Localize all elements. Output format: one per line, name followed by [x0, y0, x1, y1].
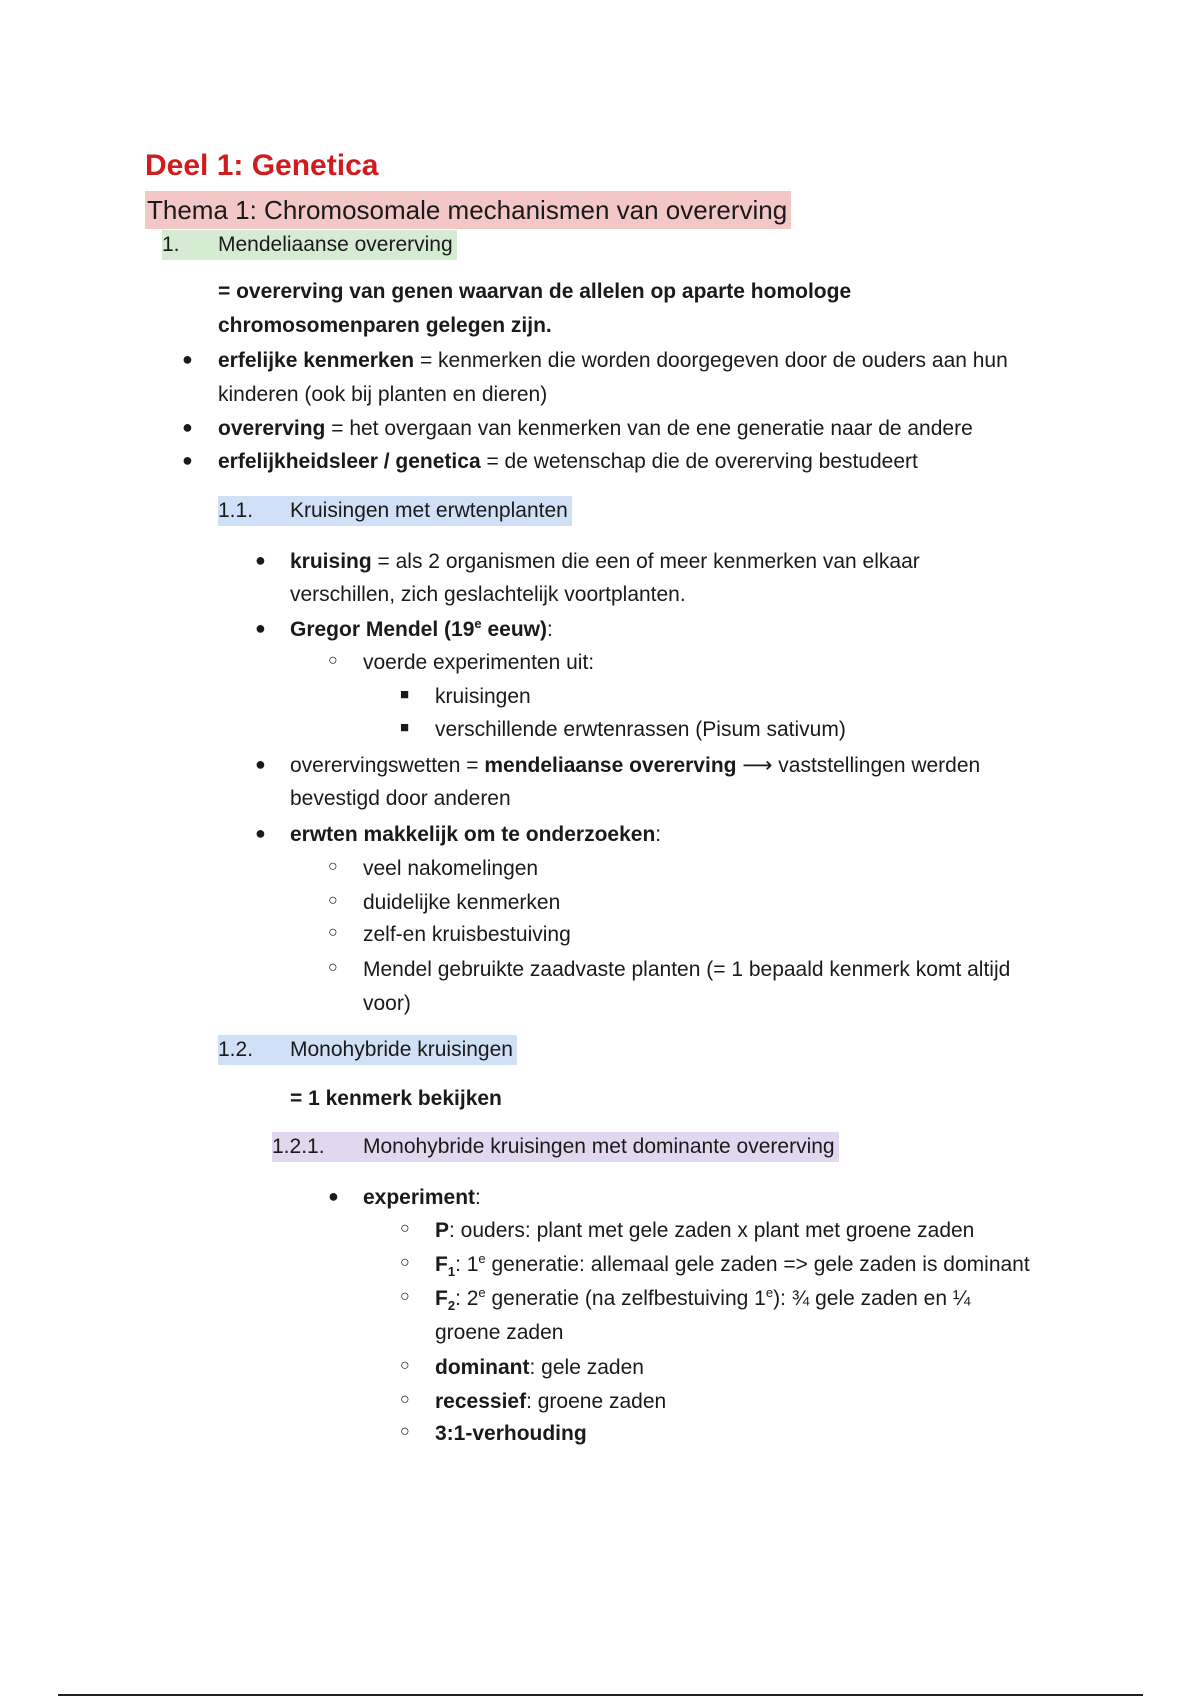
bullet-circle: ○	[328, 924, 338, 941]
bullet-overervingswetten-cont: bevestigd door anderen	[290, 787, 511, 810]
bullet-circle: ○	[328, 858, 338, 875]
bullet-overerving: overerving = het overgaan van kenmerken van de ene generatie naar de andere	[218, 417, 973, 440]
bullet-kruising: kruising = als 2 organismen die een of meer kenmerken van elkaar	[290, 550, 920, 573]
section-1-1-number: 1.1.	[218, 499, 254, 522]
bullet-square: ■	[400, 686, 410, 703]
subbullet-f2-cont: groene zaden	[435, 1321, 564, 1344]
bullet-circle: ○	[400, 1288, 410, 1305]
subbullet-zaadvaste-planten: Mendel gebruikte zaadvaste planten (= 1 bepaald kenmerk komt altijd	[363, 958, 1011, 981]
bullet-circle: ○	[328, 959, 338, 976]
subbullet-verhouding: 3:1-verhouding	[435, 1422, 587, 1445]
section-1-2-number: 1.2.	[218, 1038, 254, 1061]
definition-line-1: = overerving van genen waarvan de allelen op aparte homologe	[218, 280, 852, 303]
bullet-kruising-cont: verschillen, zich geslachtelijk voortplanten.	[290, 583, 686, 606]
bullet-circle: ○	[328, 652, 338, 669]
bullet-circle: ○	[400, 1391, 410, 1408]
bullet-dot: ●	[255, 823, 266, 843]
subbullet-p-ouders: P: ouders: plant met gele zaden x plant met groene zaden	[435, 1219, 975, 1242]
bullet-overervingswetten: overervingswetten = mendeliaanse overerving ⟶ vaststellingen werden	[290, 754, 981, 777]
bullet-circle: ○	[400, 1220, 410, 1237]
subbullet-kenmerken: duidelijke kenmerken	[363, 891, 561, 914]
section-1-2-title: Monohybride kruisingen	[290, 1038, 513, 1061]
subbullet-f2: $F_2$: 2e generatie (na zelfbestuiving 1e): ¾ gele zaden en ¼	[435, 1285, 971, 1314]
subbullet-recessief: recessief: groene zaden	[435, 1390, 667, 1413]
footer-rule	[58, 1694, 1143, 1696]
subsubbullet-kruisingen: kruisingen	[435, 685, 531, 708]
section-1-2-heading	[218, 1035, 517, 1065]
bullet-dot: ●	[328, 1186, 339, 1206]
section-1-2-definition: = 1 kenmerk bekijken	[290, 1087, 502, 1110]
section-1-2-1-title: Monohybride kruisingen met dominante overerving	[363, 1135, 835, 1158]
bullet-dot: ●	[255, 754, 266, 774]
section-1-2-1-heading	[272, 1132, 839, 1162]
bullet-circle: ○	[400, 1423, 410, 1440]
subbullet-dominant: dominant: gele zaden	[435, 1356, 644, 1379]
bullet-circle: ○	[400, 1254, 410, 1271]
subbullet-f1: $F_1$: 1e generatie: allemaal gele zaden => gele zaden is dominant	[435, 1251, 1030, 1280]
bullet-genetica: erfelijkheidsleer / genetica = de wetenschap die de overerving bestudeert	[218, 450, 918, 473]
bullet-dot: ●	[182, 450, 193, 470]
section-1-1-title: Kruisingen met erwtenplanten	[290, 499, 568, 522]
subsubbullet-erwtenrassen: verschillende erwtenrassen (Pisum sativum)	[435, 718, 846, 741]
bullet-erwten: erwten makkelijk om te onderzoeken:	[290, 823, 662, 846]
bullet-dot: ●	[182, 349, 193, 369]
section-1-heading	[162, 230, 457, 260]
bullet-erfelijke-kenmerken-cont: kinderen (ook bij planten en dieren)	[218, 383, 548, 406]
definition-line-2: chromosomenparen gelegen zijn.	[218, 314, 552, 337]
section-1-title: Mendeliaanse overerving	[218, 233, 453, 256]
bullet-experiment: experiment:	[363, 1186, 481, 1209]
bullet-dot: ●	[255, 550, 266, 570]
subbullet-zaadvaste-planten-cont: voor)	[363, 992, 411, 1015]
section-1-2-1-number: 1.2.1.	[272, 1135, 325, 1158]
subbullet-nakomelingen: veel nakomelingen	[363, 857, 539, 880]
subbullet-bestuiving: zelf-en kruisbestuiving	[363, 923, 571, 946]
bullet-circle: ○	[400, 1357, 410, 1374]
bullet-square: ■	[400, 719, 410, 736]
subbullet-experimenten: voerde experimenten uit:	[363, 651, 595, 674]
bullet-dot: ●	[182, 417, 193, 437]
theme-heading: Thema 1: Chromosomale mechanismen van overerving	[145, 191, 791, 229]
bullet-gregor-mendel: Gregor Mendel (19e eeuw):	[290, 616, 553, 641]
section-1-1-heading	[218, 496, 572, 526]
bullet-dot: ●	[255, 618, 266, 638]
bullet-erfelijke-kenmerken: erfelijke kenmerken = kenmerken die worden doorgegeven door de ouders aan hun	[218, 349, 1008, 372]
section-1-number: 1.	[162, 233, 180, 256]
page-title: Deel 1: Genetica	[145, 149, 379, 182]
bullet-circle: ○	[328, 892, 338, 909]
